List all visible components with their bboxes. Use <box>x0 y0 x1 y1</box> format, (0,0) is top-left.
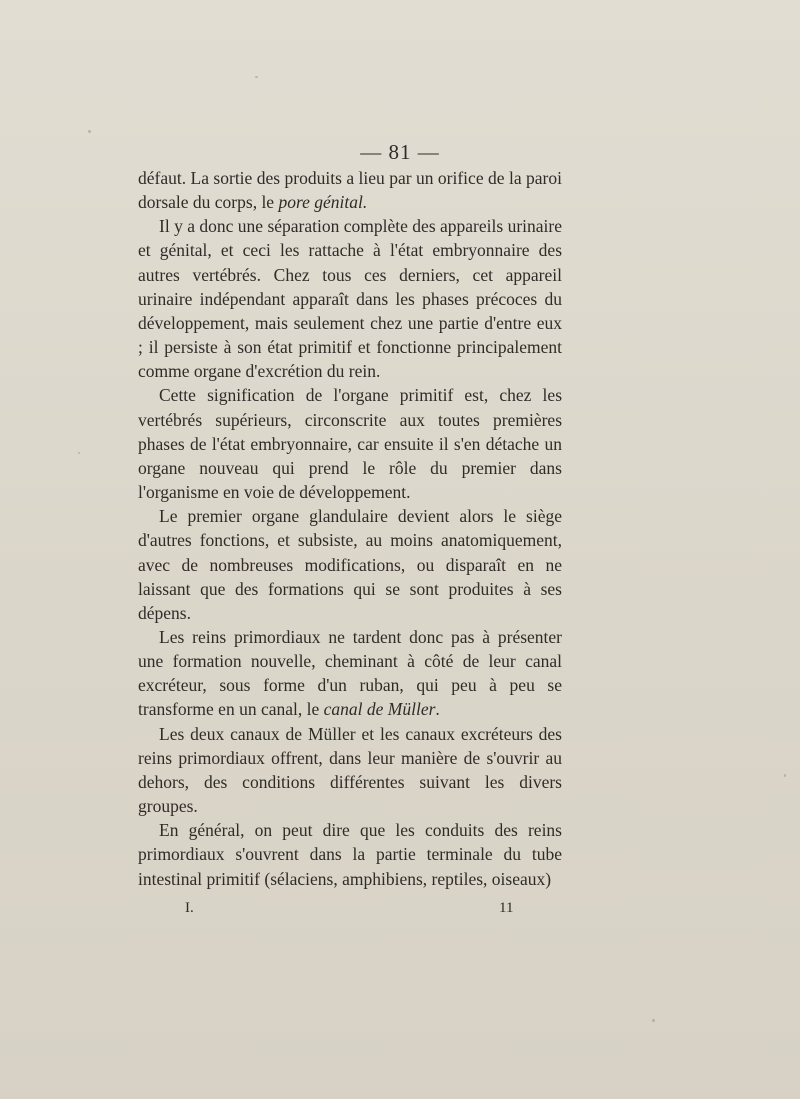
italic-term: canal de Müller <box>323 699 436 720</box>
text-run: . <box>435 699 440 720</box>
paper-speck <box>78 452 80 454</box>
paragraph <box>138 214 562 383</box>
paper-speck <box>88 130 91 133</box>
signature-mark-left: I. <box>185 900 194 916</box>
paper-speck <box>652 1019 655 1022</box>
paragraph <box>138 383 562 504</box>
paragraph <box>138 818 562 890</box>
text-run: Il y a donc une séparation complète des appareils urinaire et génital, et ceci les rattache à l'état embryonnaire des autres vertébrés. Chez tous ces derniers, cet appareil urinaire indépendant apparaît dans les phases précoces du développement, mais seulement chez une partie d'entre eux ; il persiste à son état primitif et fonctionne principalement comme organe d'excrétion du rein. <box>138 216 562 382</box>
paragraph <box>138 625 562 722</box>
paragraph <box>138 504 562 625</box>
paper-speck <box>255 76 258 78</box>
text-run: Cette signification de l'organe primitif est, chez les vertébrés supérieurs, circonscrite aux toutes premières phases de l'état embryonnaire, car ensuite il s'en détache un organe nouveau qui prend le rôle du premier dans l'organisme en voie de développement. <box>138 385 562 503</box>
text-run: défaut. La sortie des produits a lieu par un orifice de la paroi dorsale du corps, le <box>138 168 562 213</box>
text-run: En général, on peut dire que les conduits des reins primordiaux s'ouvrent dans la partie terminale du tube intestinal primitif (sélaciens, amphibiens, reptiles, oiseaux) <box>138 820 562 889</box>
text-run: Le premier organe glandulaire devient alors le siège d'autres fonctions, et subsiste, au moins anatomiquement, avec de nombreuses modifications, ou disparaît en ne laissant que des formations qui se sont produites à ses dépens. <box>138 506 562 623</box>
paragraph <box>138 722 562 819</box>
signature-mark-right: 11 <box>499 900 514 916</box>
paragraph <box>138 166 562 214</box>
text-run: Les deux canaux de Müller et les canaux excréteurs des reins primordiaux offrent, dans leur manière de s'ouvrir au dehors, des conditions différentes suivant les divers groupes. <box>138 723 562 817</box>
paper-speck <box>784 774 786 777</box>
italic-term: pore génital. <box>278 192 368 213</box>
body-text <box>138 166 562 891</box>
text-run: Les reins primordiaux ne tardent donc pas à présenter une formation nouvelle, cheminant à côté de leur canal excréteur, sous forme d'un ruban, qui peu à peu se transforme en un canal, le <box>138 626 562 720</box>
page-number: — 81 — <box>360 140 440 164</box>
